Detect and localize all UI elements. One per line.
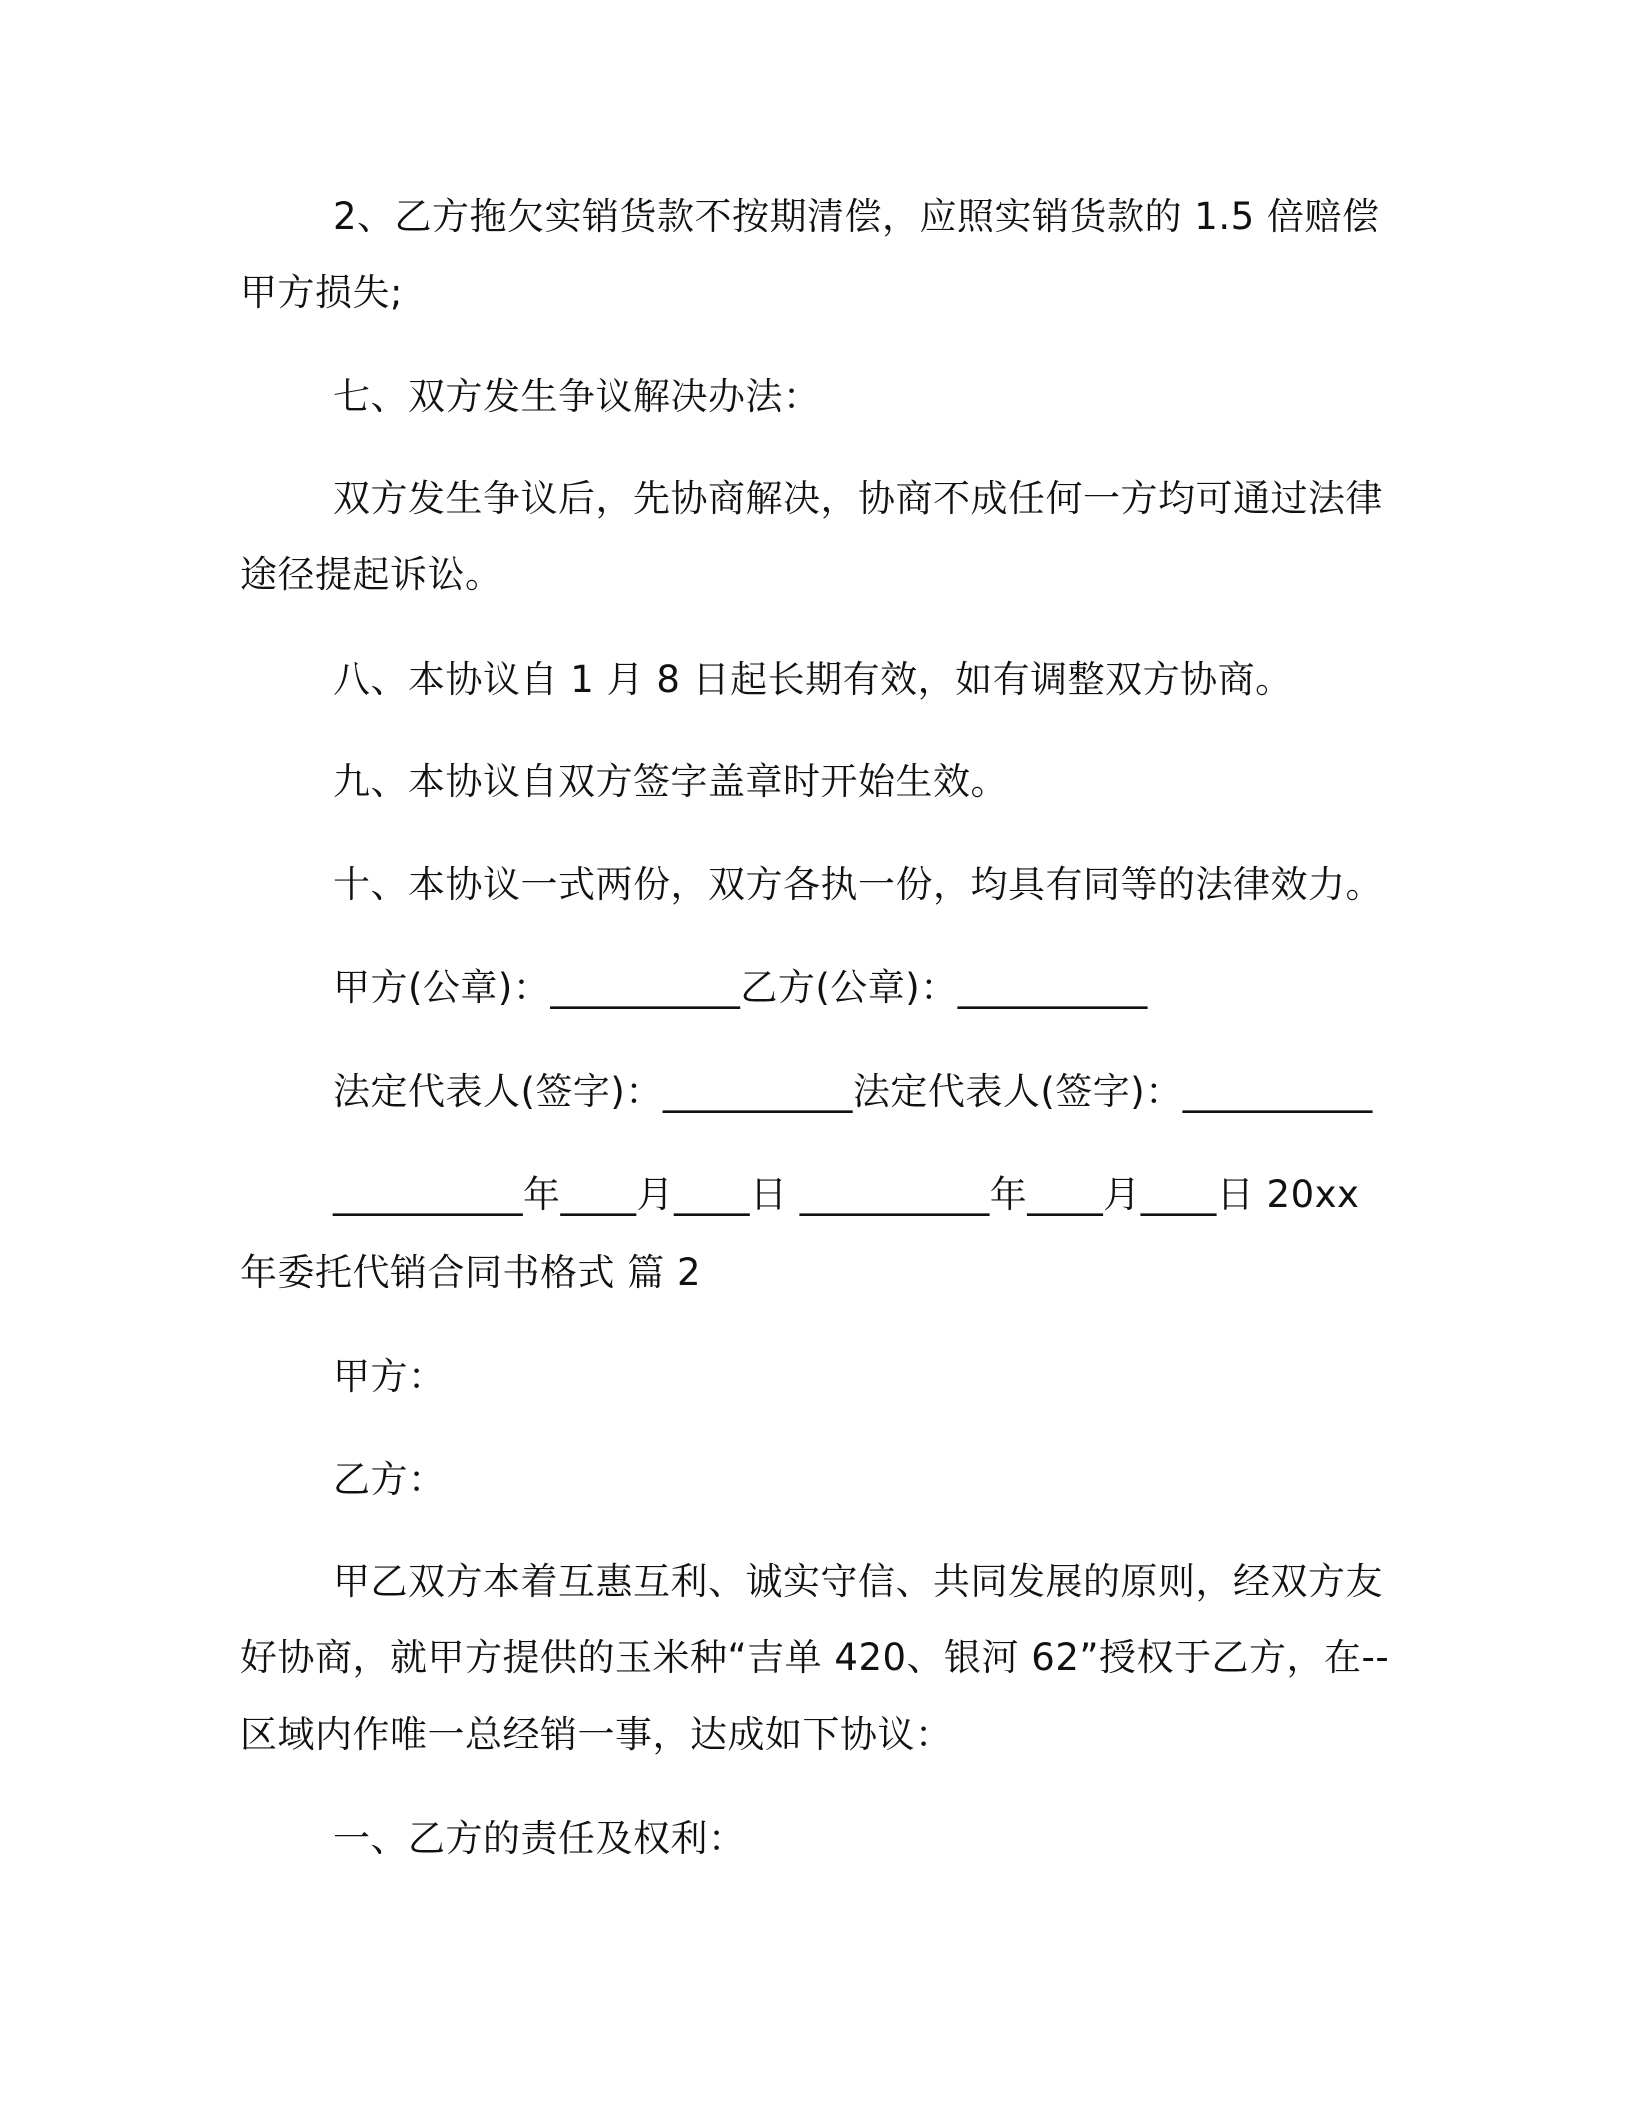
preamble-line-2: 好协商，就甲方提供的玉米种“吉单 420、银河 62”授权于乙方，在-- <box>240 1636 1390 1679</box>
section-title-part-2: 年委托代销合同书格式 篇 2 <box>240 1251 702 1294</box>
seal-line: 甲方(公章)：__________乙方(公章)：__________ <box>333 966 1148 1009</box>
section-heading-party-b-duties: 一、乙方的责任及权利： <box>333 1817 746 1860</box>
clause-nine: 九、本协议自双方签字盖章时开始生效。 <box>333 760 1008 803</box>
paragraph-dispute-line-2: 途径提起诉讼。 <box>240 553 503 596</box>
party-b-label: 乙方： <box>333 1458 446 1501</box>
paragraph-dispute-line-1: 双方发生争议后，先协商解决，协商不成任何一方均可通过法律 <box>333 477 1383 520</box>
preamble-line-1: 甲乙双方本着互惠互利、诚实守信、共同发展的原则，经双方友 <box>333 1560 1383 1603</box>
paragraph-penalty-line-2: 甲方损失; <box>240 271 403 314</box>
preamble-line-3: 区域内作唯一总经销一事，达成如下协议： <box>240 1713 953 1756</box>
party-a-label: 甲方： <box>333 1355 446 1398</box>
paragraph-penalty-line-1: 2、乙方拖欠实销货款不按期清偿，应照实销货款的 1.5 倍赔偿 <box>333 195 1380 238</box>
section-heading-dispute: 七、双方发生争议解决办法： <box>333 375 821 418</box>
clause-ten: 十、本协议一式两份，双方各执一份，均具有同等的法律效力。 <box>333 863 1383 906</box>
clause-eight: 八、本协议自 1 月 8 日起长期有效，如有调整双方协商。 <box>333 658 1293 701</box>
date-line: __________年____月____日 __________年____月____日 20xx <box>333 1173 1360 1216</box>
signature-line: 法定代表人(签字)：__________法定代表人(签字)：__________ <box>333 1070 1373 1113</box>
